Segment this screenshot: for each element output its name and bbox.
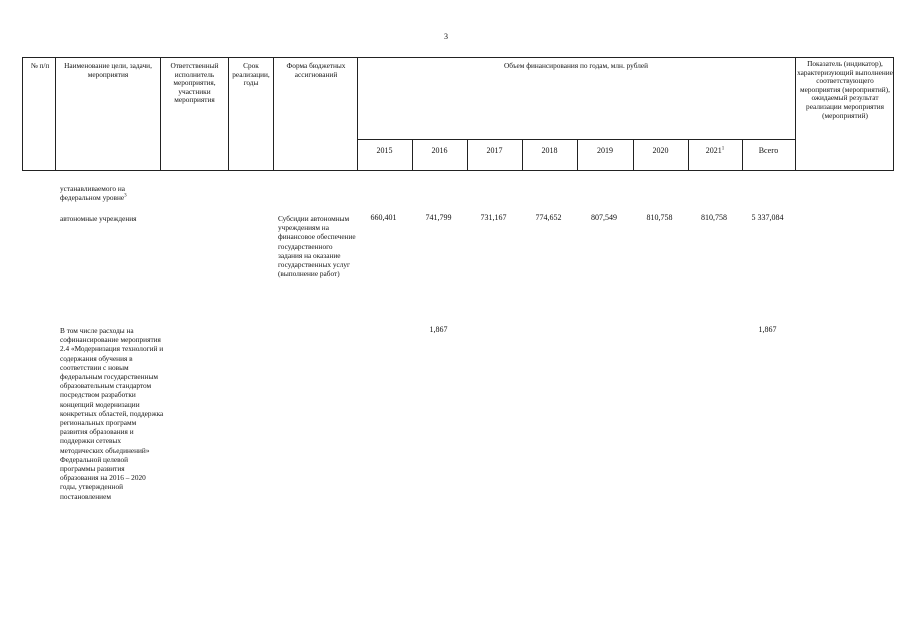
year-2017: 2017 — [486, 146, 503, 155]
header-term: Срок реализации, годы — [232, 61, 270, 88]
header-responsible: Ответственный исполнитель мероприятия, участники мероприятия — [170, 61, 219, 105]
value-2019: 807,549 — [591, 213, 617, 222]
header-name: Наименование цели, задачи, мероприятия — [64, 61, 152, 79]
table-header — [22, 57, 894, 171]
value-2018: 774,652 — [535, 213, 562, 222]
year-2021-label: 2021 — [705, 146, 722, 155]
year-2015: 2015 — [376, 146, 393, 155]
header-form: Форма бюджетных ассигнований — [286, 61, 346, 79]
year-2021 — [688, 146, 742, 155]
column-divider — [55, 58, 56, 170]
row-continuation-name: устанавливаемого на федеральном уровне$^3$ — [60, 184, 127, 203]
year-total: Всего — [758, 146, 779, 155]
year-2020: 2020 — [652, 146, 669, 155]
footnote-marker: 1 — [721, 146, 725, 152]
cofinancing-value-total: 1,867 — [758, 325, 777, 334]
cofinancing-value-2016: 1,867 — [429, 325, 448, 334]
header-number: № п/п — [30, 61, 50, 70]
column-divider — [228, 58, 229, 170]
column-divider — [160, 58, 161, 170]
year-2019: 2019 — [597, 146, 613, 155]
column-divider — [795, 58, 796, 170]
header-volume: Объем финансирования по годам, млн. рублей — [503, 61, 649, 70]
header-indicator: Показатель (индикатор), характеризующий выполнение соответствующего мероприятия (мероприятий), ожидаемый результат реализации мероприятия (мероприятий) — [797, 59, 893, 120]
column-divider — [273, 58, 274, 170]
row-cofinancing-name: В том числе расходы на софинансирование мероприятия 2.4 «Модернизация технологий и содержания обучения в соответствии с новым федеральным государственным образовательным стандартом посредством разработки концепций модернизации конкретных областей, поддержка региональных программ развития образования и поддержки сетевых методических объединений» Федеральной целевой программы развития образования на 2016 – 2020 годы, утвержденной постановлением — [60, 326, 164, 501]
row-autonomous-name: автономные учреждения — [60, 214, 137, 223]
value-2015: 660,401 — [370, 213, 397, 222]
row-autonomous-form: Субсидии автономным учреждениям на финансовое обеспечение государственного задания на оказание государственных услуг (выполнение работ) — [278, 214, 356, 279]
value-total: 5 337,084 — [751, 213, 784, 222]
value-2017: 731,167 — [480, 213, 507, 222]
value-2020: 810,758 — [646, 213, 673, 222]
value-2021: 810,758 — [701, 213, 727, 222]
page-number: 3 — [444, 32, 448, 41]
footnote-marker: 3 — [124, 193, 127, 199]
value-2016: 741,799 — [425, 213, 452, 222]
year-2018: 2018 — [541, 146, 558, 155]
year-2016: 2016 — [431, 146, 448, 155]
row-divider — [357, 139, 795, 140]
